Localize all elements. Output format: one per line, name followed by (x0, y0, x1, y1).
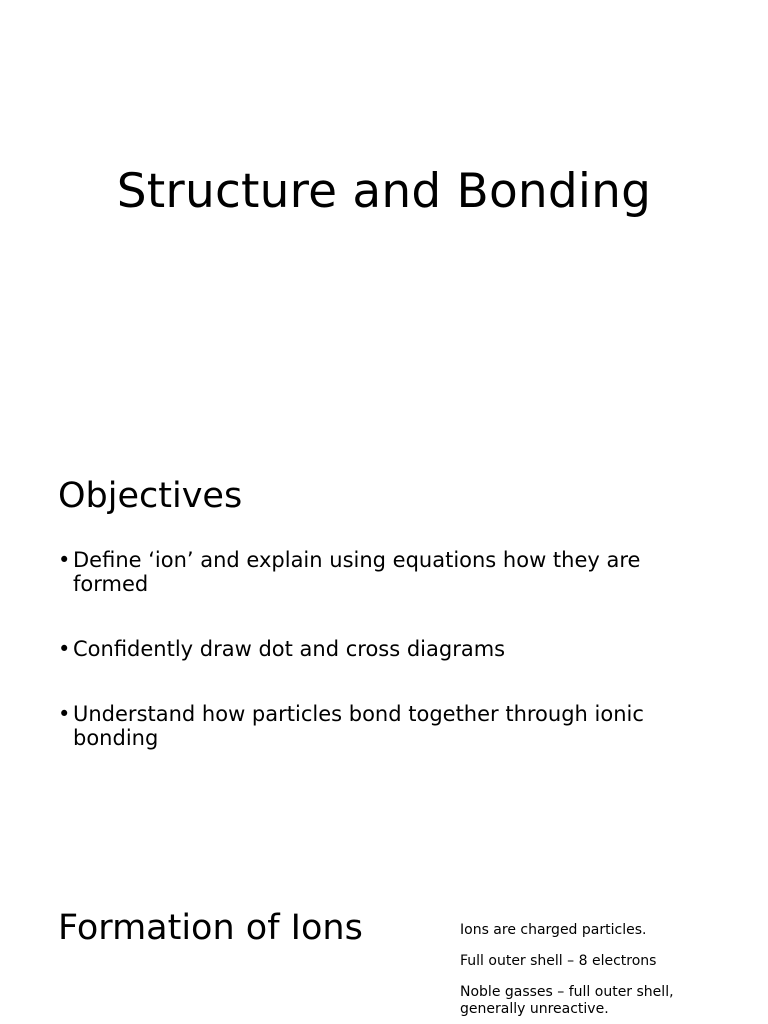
bullet-icon: • (58, 548, 71, 572)
objective-text: Confidently draw dot and cross diagrams (73, 637, 506, 661)
note-text: Ions are charged particles. (460, 922, 647, 938)
presentation-title: Structure and Bonding (116, 164, 652, 219)
objective-item (58, 637, 708, 661)
objective-text: Understand how particles bond together through ionic bonding (73, 702, 644, 750)
objective-text: Define ‘ion’ and explain using equations how they are formed (73, 548, 641, 596)
bullet-icon: • (58, 702, 71, 726)
objectives-slide (0, 432, 768, 864)
formation-of-ions-slide (0, 864, 768, 1024)
objectives-heading: Objectives (58, 476, 243, 516)
bullet-icon: • (58, 637, 71, 661)
objectives-list (58, 548, 708, 791)
formation-heading: Formation of Ions (58, 908, 363, 948)
title-slide (0, 0, 768, 432)
note-text: Full outer shell – 8 electrons (460, 953, 657, 969)
ion-notes (460, 922, 730, 1024)
objective-item (58, 548, 708, 596)
note-text: Noble gasses – full outer shell, generally unreactive. (460, 984, 674, 1017)
objective-item (58, 702, 708, 750)
